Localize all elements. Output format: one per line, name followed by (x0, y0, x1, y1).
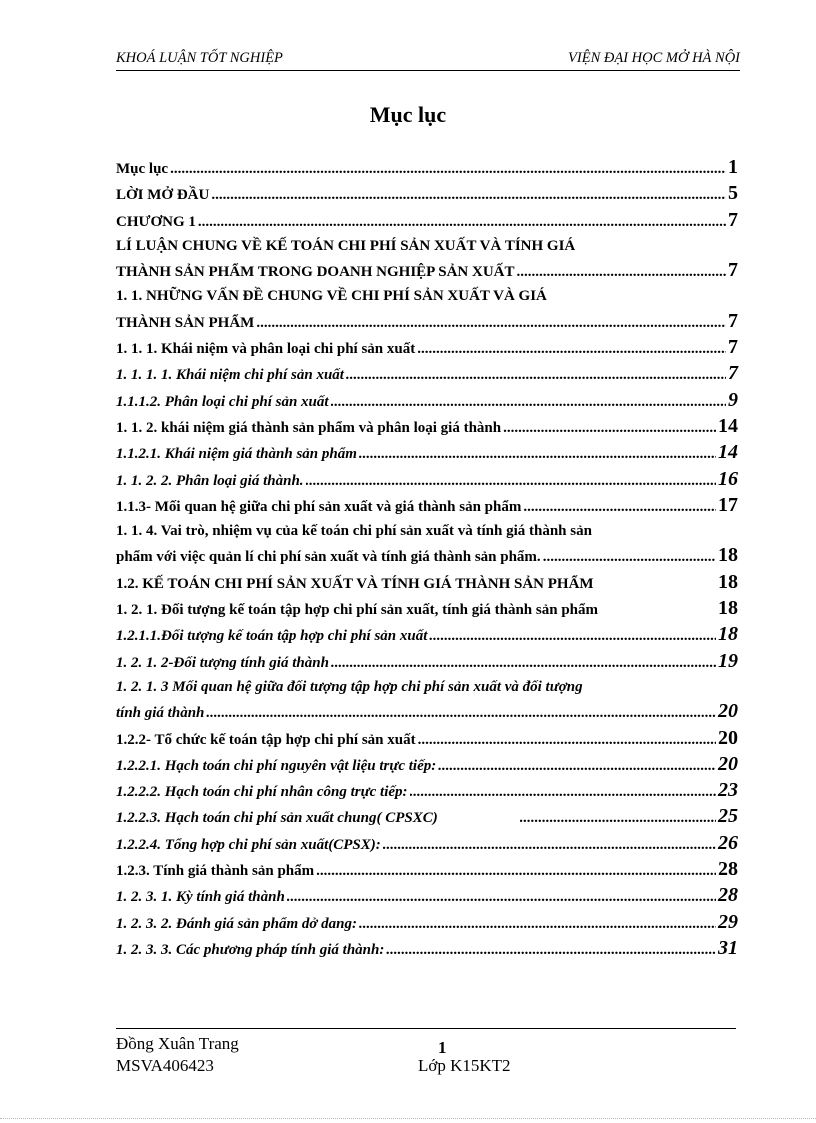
toc-entry-text: 1.2.2.2. Hạch toán chi phí nhân công trực tiếp: (116, 784, 408, 801)
toc-entry-text: 1.2.2- Tổ chức kế toán tập hợp chi phí sản xuất (116, 731, 416, 748)
toc-entry-text: LỜI MỞ ĐẦU (116, 187, 210, 204)
footer-author-name: Đồng Xuân Trang (116, 1034, 239, 1053)
toc-entry[interactable] (116, 414, 738, 440)
dot-leader (438, 754, 716, 778)
toc-entry[interactable] (116, 467, 738, 493)
toc-page-number: 9 (728, 388, 738, 411)
toc-entry-text: 1.2.2.3. Hạch toán chi phí sản xuất chung( CPSXC) (116, 810, 438, 827)
running-header (116, 48, 740, 71)
dot-leader (503, 416, 716, 440)
header-left-title: KHOÁ LUẬN TỐT NGHIỆP (116, 50, 283, 66)
toc-entry-text: CHƯƠNG 1 (116, 213, 196, 230)
toc-page-number: 28 (718, 884, 738, 907)
dot-leader (417, 337, 726, 361)
toc-entry-text: phẩm với việc quản lí chi phí sản xuất và tính giá thành sản phẩm. (116, 549, 541, 566)
toc-entry[interactable] (116, 519, 738, 570)
footer-student-id: MSVA406423 (116, 1056, 214, 1075)
toc-entry-text: 1. 1. 1. 1. Khái niệm chi phí sản xuất (116, 367, 344, 384)
toc-entry[interactable] (116, 726, 738, 752)
toc-entry-text: 1.2.2.4. Tổng hợp chi phí sản xuất(CPSX): (116, 836, 381, 853)
dot-leader (256, 311, 726, 335)
toc-entry-text: 1. 1. 2. khái niệm giá thành sản phẩm và phân loại giá thành (116, 419, 502, 436)
toc-entry[interactable] (116, 649, 738, 675)
toc-entry[interactable] (116, 752, 738, 778)
toc-page-number: 14 (718, 441, 738, 464)
toc-page-number: 5 (728, 182, 738, 205)
toc-entry-text: tính giá thành (116, 705, 205, 722)
toc-entry-text: THÀNH SẢN PHẨM (116, 314, 255, 331)
dot-leader (410, 780, 716, 804)
toc-entry[interactable] (116, 208, 738, 234)
toc-entry[interactable] (116, 936, 738, 962)
toc-entry[interactable] (116, 857, 738, 883)
toc-page-number: 18 (718, 623, 738, 646)
toc-entry-text: 1. 2. 1. 2-Đối tượng tính giá thành (116, 654, 329, 671)
toc-entry-text: 1. 2. 3. 3. Các phương pháp tính giá thành: (116, 941, 385, 958)
toc-page-number: 23 (718, 779, 738, 802)
toc-page-number: 28 (718, 858, 738, 881)
dot-leader (517, 260, 726, 284)
toc-page-number: 26 (718, 831, 738, 854)
toc-entry-text: 1.2.2.1. Hạch toán chi phí nguyên vật liệu trực tiếp: (116, 757, 437, 774)
dot-leader (543, 545, 716, 569)
toc-page-number: 18 (718, 570, 738, 593)
toc-entry-text: 1. 2. 1. Đối tượng kế toán tập hợp chi phí sản xuất, tính giá thành sản phẩm (116, 602, 598, 619)
toc-page-number: 18 (718, 544, 738, 567)
page-title: Mục lục (369, 102, 447, 127)
dot-leader (198, 210, 726, 234)
toc-entry-text: 1. 2. 3. 2. Đánh giá sản phẩm dở dang: (116, 915, 358, 932)
toc-page-number: 7 (728, 259, 738, 282)
toc-entry-text: 1.2.3. Tính giá thành sản phẩm (116, 863, 315, 880)
toc-entry[interactable] (116, 804, 738, 830)
toc-entry-text: 1.2.1.1.Đối tượng kế toán tập hợp chi phí sản xuất (116, 628, 428, 645)
dot-leader (331, 651, 716, 675)
toc-entry[interactable] (116, 570, 738, 596)
toc-entry-text: Mục lục (116, 161, 169, 177)
toc-page-number: 17 (718, 493, 738, 516)
toc-page-number: 29 (718, 910, 738, 933)
header-right-institution: VIỆN ĐẠI HỌC MỞ HÀ NỘI (568, 50, 740, 66)
dot-leader (523, 495, 716, 519)
toc-entry-text: 1.1.3- Mối quan hệ giữa chi phí sản xuất và giá thành sản phẩm (116, 498, 522, 515)
dot-leader (206, 701, 716, 725)
toc-entry[interactable] (116, 440, 738, 466)
toc-page-number: 19 (718, 649, 738, 672)
toc-entry[interactable] (116, 155, 738, 181)
toc-page-number: 7 (728, 362, 738, 385)
footer-class: Lớp K15KT2 (418, 1056, 511, 1075)
table-of-contents (116, 155, 738, 962)
toc-entry[interactable] (116, 388, 738, 414)
dot-leader (316, 859, 716, 883)
toc-entry[interactable] (116, 778, 738, 804)
toc-entry-text-first-line: 1. 1. 4. Vai trò, nhiệm vụ của kế toán chi phí sản xuất và tính giá thành sản (116, 523, 592, 540)
toc-entry-text: 1. 2. 3. 1. Kỳ tính giá thành (116, 889, 285, 906)
dot-leader (520, 806, 716, 830)
toc-entry-text: 1.2. KẾ TOÁN CHI PHÍ SẢN XUẤT VÀ TÍNH GIÁ THÀNH SẢN PHẨM (116, 575, 594, 592)
toc-page-number: 20 (718, 726, 738, 749)
dot-leader (306, 469, 716, 493)
toc-entry-text: 1.1.2.1. Khái niệm giá thành sản phẩm (116, 446, 357, 463)
dot-leader (383, 833, 716, 857)
dot-leader (418, 728, 716, 752)
toc-entry-text: 1. 1. 2. 2. Phân loại giá thành. (116, 472, 304, 489)
dot-leader (359, 912, 716, 936)
toc-entry[interactable] (116, 622, 738, 648)
toc-entry-text-first-line: 1. 2. 1. 3 Mối quan hệ giữa đối tượng tập hợp chi phí sản xuất và đối tượng (116, 678, 583, 695)
toc-entry[interactable] (116, 181, 738, 207)
toc-page-number: 14 (718, 414, 738, 437)
toc-entry[interactable] (116, 596, 738, 622)
toc-entry-text-first-line: LÍ LUẬN CHUNG VỀ KẾ TOÁN CHI PHÍ SẢN XUẤT VÀ TÍNH GIÁ (116, 237, 576, 254)
footer-page-number: 1 (438, 1038, 447, 1057)
toc-page-number: 1 (728, 156, 738, 178)
toc-entry-text: 1.1.1.2. Phân loại chi phí sản xuất (116, 393, 329, 410)
toc-entry[interactable] (116, 910, 738, 936)
toc-page-number: 7 (728, 309, 738, 332)
toc-page-number: 20 (718, 752, 738, 775)
toc-entry[interactable] (116, 883, 738, 909)
toc-page-number: 18 (718, 597, 738, 620)
dot-leader (386, 938, 716, 962)
toc-entry[interactable] (116, 675, 738, 726)
dot-leader (359, 442, 716, 466)
toc-entry[interactable] (116, 831, 738, 857)
toc-entry[interactable] (116, 335, 738, 361)
dot-leader (346, 363, 726, 387)
dot-leader (429, 624, 716, 648)
toc-entry-text: THÀNH SẢN PHẨM TRONG DOANH NGHIỆP SẢN XUẤT (116, 264, 515, 281)
toc-page-number: 20 (718, 700, 738, 723)
dot-leader (211, 183, 726, 207)
toc-entry-text: 1. 1. 1. Khái niệm và phân loại chi phí sản xuất (116, 341, 416, 358)
dot-leader (287, 885, 716, 909)
toc-page-number: 31 (718, 936, 738, 959)
dot-leader (170, 157, 726, 181)
dot-leader (331, 390, 726, 414)
toc-page-number: 16 (718, 467, 738, 490)
toc-page-number: 7 (728, 208, 738, 231)
toc-entry[interactable] (116, 234, 738, 285)
toc-entry[interactable] (116, 493, 738, 519)
toc-page-number: 7 (728, 336, 738, 359)
toc-entry-text-first-line: 1. 1. NHỮNG VẤN ĐỀ CHUNG VỀ CHI PHÍ SẢN XUẤT VÀ GIÁ (116, 288, 547, 305)
page-edge-divider (0, 1118, 816, 1119)
toc-page-number: 25 (718, 805, 738, 828)
footer-divider (116, 1028, 736, 1029)
toc-entry[interactable] (116, 284, 738, 335)
toc-entry[interactable] (116, 361, 738, 387)
